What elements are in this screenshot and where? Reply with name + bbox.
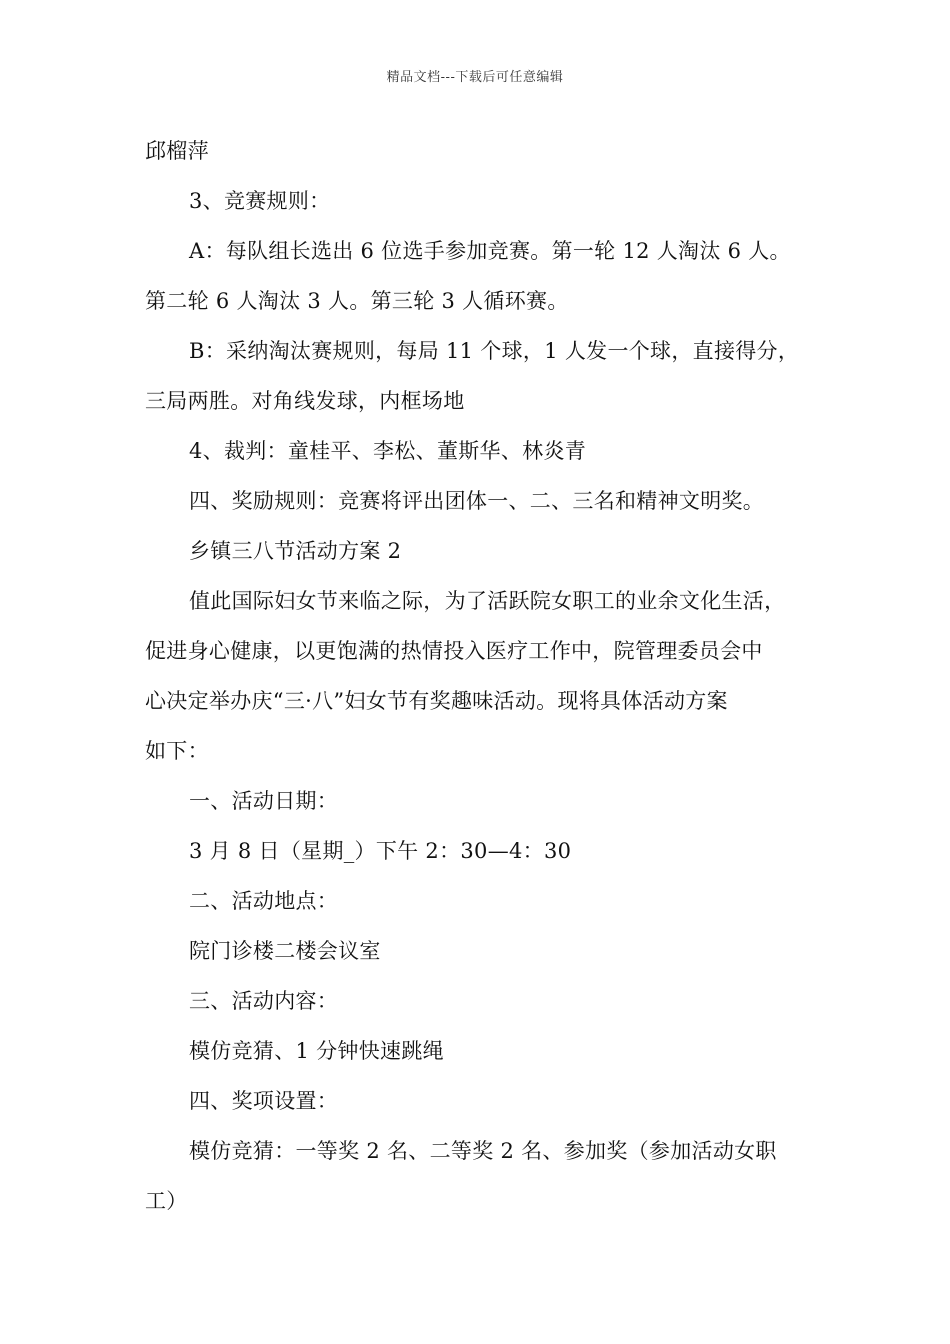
text-line: 三、活动内容： xyxy=(189,989,339,1013)
text-line: 四、奖项设置： xyxy=(189,1089,339,1113)
text-line: B：采纳淘汰赛规则，每局 11 个球，1 人发一个球，直接得分， xyxy=(189,339,800,363)
text-line: 四、奖励规则：竞赛将评出团体一、二、三名和精神文明奖。 xyxy=(189,489,765,513)
text-line: 值此国际妇女节来临之际，为了活跃院女职工的业余文化生活， xyxy=(189,589,786,613)
text-line: 心决定举办庆“三·八”妇女节有奖趣味活动。现将具体活动方案 xyxy=(145,689,728,713)
text-line: 模仿竞猜：一等奖 2 名、二等奖 2 名、参加奖（参加活动女职 xyxy=(189,1139,777,1163)
text-line: A：每队组长选出 6 位选手参加竞赛。第一轮 12 人淘汰 6 人。 xyxy=(189,239,791,263)
text-line: 如下： xyxy=(145,739,209,763)
text-line: 3 月 8 日（星期_）下午 2：30—4：30 xyxy=(189,839,572,863)
text-line: 工） xyxy=(145,1189,188,1213)
text-line: 一、活动日期： xyxy=(189,789,339,813)
text-line: 模仿竞猜、1 分钟快速跳绳 xyxy=(189,1039,444,1063)
text-line: 邱榴萍 xyxy=(145,139,209,163)
page-header: 精品文档---下载后可任意编辑 xyxy=(386,70,564,85)
text-line: 4、裁判：童桂平、李松、董斯华、林炎青 xyxy=(189,439,587,463)
text-line: 第二轮 6 人淘汰 3 人。第三轮 3 人循环赛。 xyxy=(145,289,569,313)
text-line: 乡镇三八节活动方案 2 xyxy=(189,539,402,563)
text-line: 院门诊楼二楼会议室 xyxy=(189,939,381,963)
document-body xyxy=(145,126,815,1226)
text-line: 3、竞赛规则： xyxy=(189,189,331,213)
text-line: 三局两胜。对角线发球，内框场地 xyxy=(145,389,465,413)
text-line: 促进身心健康，以更饱满的热情投入医疗工作中，院管理委员会中 xyxy=(145,639,763,663)
text-line: 二、活动地点： xyxy=(189,889,339,913)
